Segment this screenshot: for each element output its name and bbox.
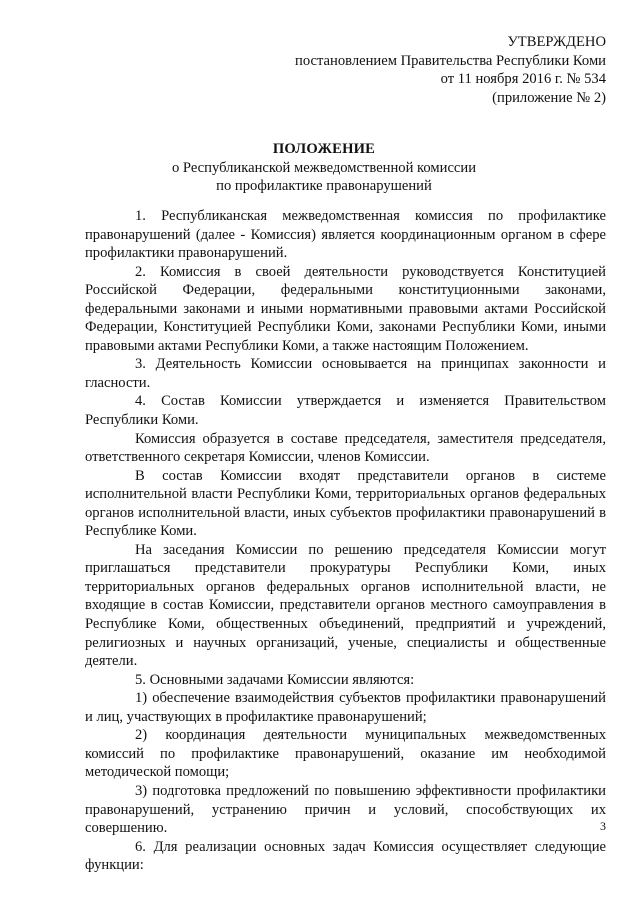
approval-title: УТВЕРЖДЕНО: [507, 34, 606, 50]
paragraph: В состав Комиссии входят представители органов в системе исполнительной власти Республики Коми, территориальных органов федеральных органов исполнительной власти, иных субъектов профилактики правонарушений в Республике Коми.: [85, 467, 606, 540]
paragraph: 1) обеспечение взаимодействия субъектов профилактики правонарушений и лиц, участвующих в профилактике правонарушений;: [85, 690, 606, 725]
paragraph: 3) подготовка предложений по повышению эффективности профилактики правонарушений, устранению причин и условий, способствующих их совершению.: [85, 782, 606, 837]
document-subtitle-line-1: о Республиканской межведомственной комиссии: [171, 159, 477, 176]
page-number: 3: [600, 819, 606, 833]
approval-stamp: [295, 33, 606, 107]
paragraph: 2. Комиссия в своей деятельности руководствуется Конституцией Российской Федерации, федеральными конституционными законами, федеральными законами и иными нормативными правовыми актами Российской Федерации, Конституцией Республики Коми, законами Республики Коми, иными правовыми актами Республики Коми, а также настоящим Положением.: [85, 263, 606, 354]
document-heading: ПОЛОЖЕНИЕ: [272, 141, 376, 157]
approval-appendix: (приложение № 2): [492, 89, 606, 106]
paragraph: 4. Состав Комиссии утверждается и изменяется Правительством Республики Коми.: [85, 393, 606, 429]
paragraph: 1. Республиканская межведомственная комиссия по профилактике правонарушений (далее - Комиссия) является координационным органом в сфере профилактики правонарушений.: [85, 208, 606, 262]
approval-decree: постановлением Правительства Республики Коми: [295, 52, 606, 69]
paragraph: Комиссия образуется в составе председателя, заместителя председателя, ответственного секретаря Комиссии, членов Комиссии.: [85, 430, 606, 466]
document-subtitle-line-2: по профилактике правонарушений: [216, 178, 432, 195]
paragraph: 3. Деятельность Комиссии основывается на принципах законности и гласности.: [85, 356, 606, 391]
paragraph: 2) координация деятельности муниципальных межведомственных комиссий по профилактике правонарушений, оказание им необходимой методической помощи;: [85, 727, 606, 781]
document-body: [85, 207, 606, 875]
document-title: [80, 140, 568, 196]
paragraph: 5. Основными задачами Комиссии являются:: [135, 671, 415, 688]
paragraph: На заседания Комиссии по решению председателя Комиссии могут приглашаться представители прокуратуры Республики Коми, иных территориальных органов федеральных органов исполнительной власти, не входящие в состав Комиссии, представители органов местного самоуправления в Республике Коми, общественных объединений, предприятий и учреждений, религиозных и научных организаций, ученые, специалисты и общественные деятели.: [85, 541, 606, 670]
paragraph: 6. Для реализации основных задач Комиссия осуществляет следующие функции:: [85, 838, 606, 874]
approval-date: от 11 ноября 2016 г. № 534: [440, 71, 606, 88]
